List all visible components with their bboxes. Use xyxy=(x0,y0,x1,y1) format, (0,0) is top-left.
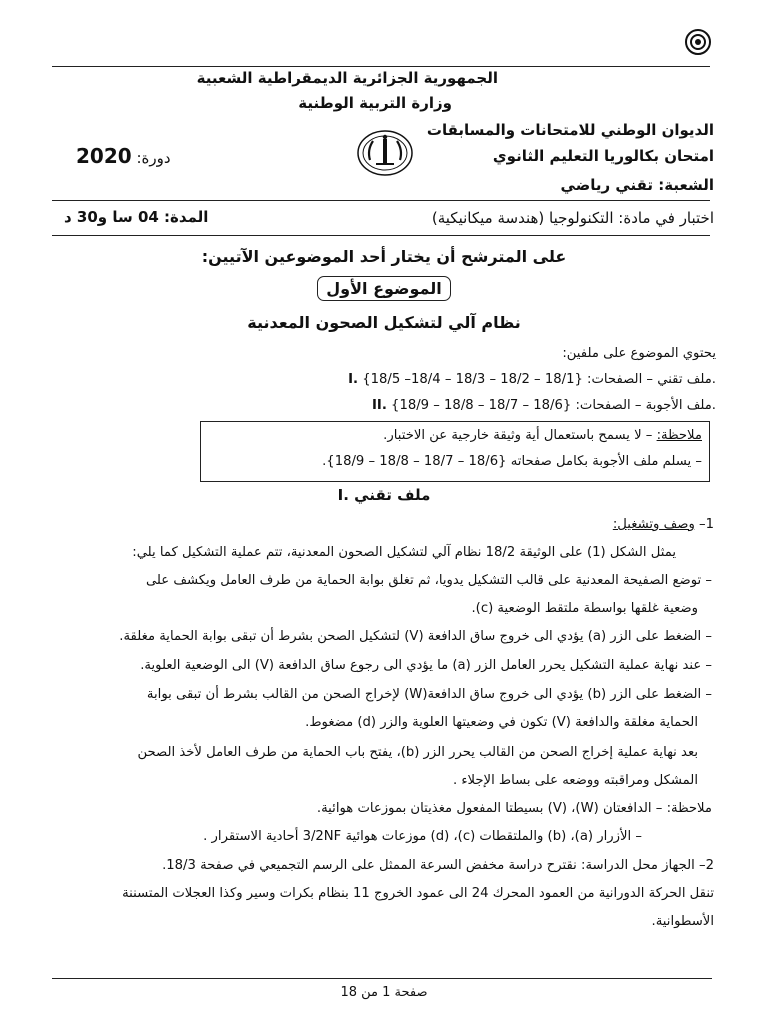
description-heading xyxy=(613,517,714,532)
exam-title: امتحان بكالوريا التعليم الثانوي xyxy=(492,147,714,165)
page-mark-icon xyxy=(684,28,712,56)
file2-pages: ملف الأجوبة – الصفحات: {18/6 – 18/7 – 18/8 – 18/9}. xyxy=(391,398,716,413)
duration-label: المدة: 04 سا و30 د xyxy=(64,208,209,226)
description-line: – توضع الصفيحة المعدنية على قالب التشكيل يدويا، ثم تغلق بوابة الحماية من طرف العامل ويكشف على xyxy=(145,573,712,588)
description-line: بعد نهاية عملية إخراج الصحن من القالب يحرر الزر (b)، يفتح باب الحماية من طرف العامل لأخذ الصحن xyxy=(137,745,698,760)
file1-line xyxy=(348,372,716,387)
topic-title: الموضوع الأول xyxy=(317,276,450,301)
description-line: وضعية غلقها بواسطة ملتقط الوضعية (c). xyxy=(471,601,698,616)
note-label: ملاحظة: xyxy=(656,428,702,443)
note-text-1: – لا يسمح باستعمال أية وثيقة خارجية عن الاختبار. xyxy=(383,428,657,443)
header-bottom-rule xyxy=(52,235,710,236)
ministry-title: وزارة التربية الوطنية xyxy=(298,94,452,112)
office-emblem-icon xyxy=(356,128,414,178)
session-info xyxy=(76,144,171,168)
description-note: – الأزرار (a)، (b) والملتقطات (c)، (d) موزعات هوائية 3/2NF أحادية الاستقرار . xyxy=(203,829,642,844)
description-line: – عند نهاية عملية التشكيل يحرر العامل الزر (a) ما يؤدي الى رجوع ساق الدافعة (V) الى الوضعية العلوية. xyxy=(140,658,712,673)
study-line: 2– الجهاز محل الدراسة: نقترح دراسة مخفض السرعة الممثل على الرسم التجميعي في صفحة 18/3. xyxy=(162,858,714,873)
file2-line xyxy=(372,398,716,413)
topic-box xyxy=(60,276,708,301)
page-number: صفحة 1 من 18 xyxy=(340,985,428,1000)
file1-number: I. xyxy=(348,372,358,387)
description-line: يمثل الشكل (1) على الوثيقة 18/2 نظام آلي لتشكيل الصحون المعدنية، تتم عملية التشكيل كما يلي: xyxy=(132,545,676,560)
file1-pages: ملف تقني – الصفحات: {18/1 – 18/2 – 18/3 – 18/4– 18/5}. xyxy=(362,372,716,387)
header-mid-rule xyxy=(52,200,710,201)
choice-instruction: على المترشح أن يختار أحد الموضوعين الآتيين: xyxy=(201,247,567,266)
section-number: I. xyxy=(337,486,349,504)
subject-label: اختبار في مادة: التكنولوجيا (هندسة ميكانيكية) xyxy=(431,209,714,227)
section-heading xyxy=(60,486,708,504)
session-label: دورة: xyxy=(136,149,171,167)
description-line: المشكل ومراقبته ووضعه على بساط الإجلاء . xyxy=(452,773,698,788)
description-line: الحماية مغلقة والدافعة (V) تكون في وضعيتها العلوية والزر (d) مضغوط. xyxy=(305,715,698,730)
session-year: 2020 xyxy=(76,144,132,168)
study-line: الأسطوانية. xyxy=(651,914,714,929)
note-line-1 xyxy=(383,428,702,443)
section-title: ملف تقني xyxy=(354,486,431,504)
header-top-rule xyxy=(52,66,710,67)
note-line-2: – يسلم ملف الأجوبة بكامل صفحاته {18/6 – 18/7 – 18/8 – 18/9}. xyxy=(322,454,702,469)
file2-number: II. xyxy=(372,398,387,413)
system-title: نظام آلي لتشكيل الصحون المعدنية xyxy=(247,313,521,332)
republic-title: الجمهورية الجزائرية الديمقراطية الشعبية xyxy=(196,69,498,87)
description-heading-text: وصف وتشغيل: xyxy=(612,517,695,532)
office-title: الديوان الوطني للامتحانات والمسابقات xyxy=(426,121,714,139)
description-note: ملاحظة: – الدافعتان (W)، (V) بسيطتا المفعول مغذيتان بموزعات هوائية. xyxy=(316,801,712,816)
study-line: تنقل الحركة الدورانية من العمود المحرك 24 الى عمود الخروج 11 بنظام بكرات وسير وكذا العجلات المتسننة xyxy=(122,886,714,901)
branch-label: الشعبة: تقني رياضي xyxy=(560,176,714,194)
description-line: – الضغط على الزر (a) يؤدي الى خروج ساق الدافعة (V) لتشكيل الصحن بشرط أن تبقى بوابة الحماية مغلقة. xyxy=(119,629,712,644)
footer-rule xyxy=(52,978,712,979)
description-heading-number: 1– xyxy=(699,517,714,532)
description-line: – الضغط على الزر (b) يؤدي الى خروج ساق الدافعة(W) لإخراج الصحن من القالب بشرط أن تبقى بوابة xyxy=(146,687,712,702)
contains-line: يحتوي الموضوع على ملفين: xyxy=(562,346,716,361)
